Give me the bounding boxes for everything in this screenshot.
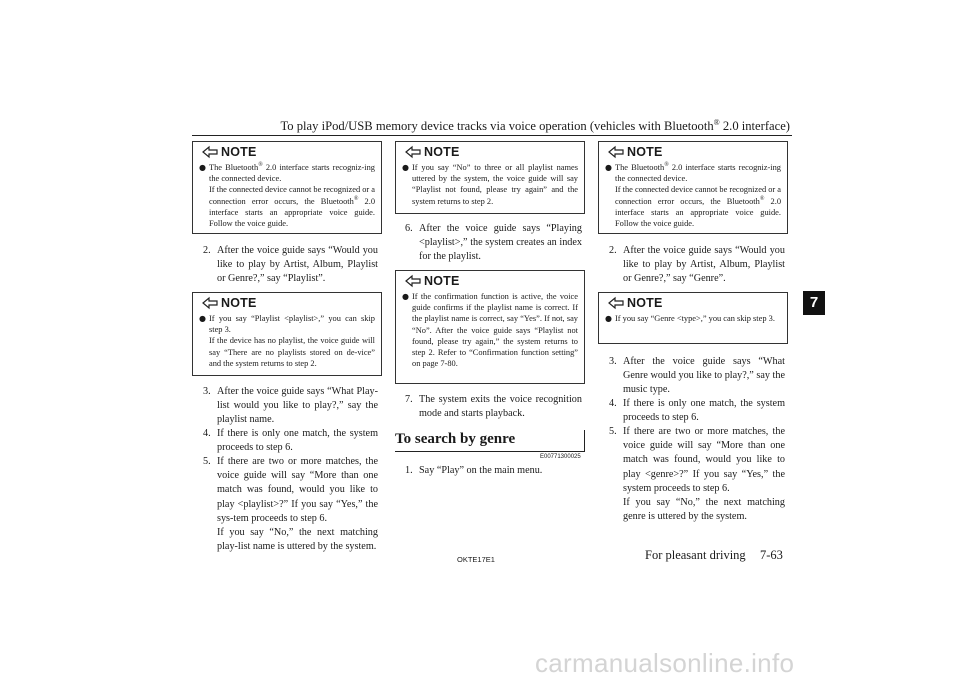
note-bullet bbox=[402, 162, 578, 207]
step-number: 4. bbox=[609, 398, 617, 409]
document-code: OKTE17E1 bbox=[457, 555, 495, 564]
page-number: 7-63 bbox=[760, 548, 783, 562]
note-paragraph: If you say “Genre <type>,” you can skip step 3. bbox=[615, 314, 775, 323]
hand-pointer-icon bbox=[202, 145, 218, 159]
registered-mark: ® bbox=[353, 195, 359, 202]
note-paragraph: The Bluetooth® 2.0 interface starts recogniz-ing the connected device. bbox=[615, 162, 781, 184]
step-text: If there are two or more matches, the voice guide will say “More than one match was found, would you like to play <playlist>?” If you say “Yes,” the sys-tem proceeds to step 6. bbox=[217, 456, 378, 524]
bullet-icon: ● bbox=[605, 163, 612, 172]
registered-mark: ® bbox=[664, 162, 669, 169]
step-text: After the voice guide says “What Play-list would you like to play?,” say the playlist name. bbox=[217, 386, 378, 426]
step-text: After the voice guide says “Playing <playlist>,” the system creates an index for the playlist. bbox=[419, 223, 582, 263]
step-number: 2. bbox=[609, 245, 617, 256]
note-bullet bbox=[402, 291, 578, 369]
note-header bbox=[608, 144, 663, 160]
registered-mark: ® bbox=[258, 162, 263, 169]
watermark: carmanualsonline.info bbox=[535, 648, 795, 678]
step-text: Say “Play” on the main menu. bbox=[419, 465, 543, 476]
note-label: NOTE bbox=[627, 145, 663, 159]
step-item bbox=[609, 425, 785, 524]
reference-code: E00771300025 bbox=[540, 454, 581, 460]
note-box bbox=[395, 270, 585, 384]
step-text: After the voice guide says “Would you like to play by Artist, Album, Playlist or Genre?,” say “Playlist”. bbox=[217, 245, 378, 285]
step-number: 1. bbox=[405, 465, 413, 476]
note-box bbox=[598, 141, 788, 234]
registered-mark: ® bbox=[759, 195, 765, 202]
header-title-suffix: 2.0 interface) bbox=[719, 119, 790, 134]
step-item bbox=[405, 393, 582, 421]
hand-pointer-icon bbox=[608, 296, 624, 310]
note-header bbox=[202, 295, 257, 311]
bullet-icon: ● bbox=[402, 163, 409, 172]
step-item bbox=[203, 244, 378, 287]
note-box bbox=[192, 292, 382, 376]
note-paragraph: If the connected device cannot be recognized or a connection error occurs, the Bluetooth® 2.0 interface starts an appropriate voice guide. Follow the voice guide. bbox=[209, 185, 376, 229]
note-box bbox=[192, 141, 382, 234]
step-text: The system exits the voice recognition mode and starts playback. bbox=[419, 394, 582, 420]
note-header bbox=[405, 273, 460, 289]
note-box bbox=[598, 292, 788, 344]
step-item bbox=[203, 385, 378, 428]
note-header bbox=[202, 144, 257, 160]
note-header bbox=[608, 295, 663, 311]
note-header bbox=[405, 144, 460, 160]
step-item bbox=[609, 397, 785, 425]
note-label: NOTE bbox=[424, 145, 460, 159]
step-number: 2. bbox=[203, 245, 211, 256]
header-rule bbox=[192, 135, 792, 136]
step-item bbox=[405, 222, 582, 265]
step-text: After the voice guide says “Would you like to play by Artist, Album, Playlist or Genre?,” say “Genre”. bbox=[623, 245, 785, 285]
note-bullet bbox=[199, 162, 375, 229]
section-heading: To search by genre bbox=[395, 431, 516, 447]
bullet-icon: ● bbox=[199, 163, 206, 172]
step-text: If you say “No,” the next matching genre is uttered by the system. bbox=[623, 497, 785, 523]
step-number: 5. bbox=[203, 456, 211, 467]
step-item bbox=[609, 244, 785, 287]
note-label: NOTE bbox=[627, 296, 663, 310]
bullet-icon: ● bbox=[402, 292, 409, 301]
step-text: If you say “No,” the next matching play-list name is uttered by the system. bbox=[217, 527, 378, 553]
hand-pointer-icon bbox=[202, 296, 218, 310]
bullet-icon: ● bbox=[199, 314, 206, 323]
hand-pointer-icon bbox=[405, 145, 421, 159]
step-item bbox=[203, 455, 378, 554]
chapter-tab: 7 bbox=[803, 291, 825, 315]
note-box bbox=[395, 141, 585, 214]
note-paragraph: If the connected device cannot be recognized or a connection error occurs, the Bluetooth® 2.0 interface starts an appropriate voice guide. Follow the voice guide. bbox=[615, 185, 782, 229]
note-label: NOTE bbox=[221, 296, 257, 310]
note-bullet bbox=[199, 313, 375, 369]
hand-pointer-icon bbox=[608, 145, 624, 159]
note-bullet bbox=[605, 162, 781, 229]
step-number: 4. bbox=[203, 428, 211, 439]
note-paragraph: If you say “Playlist <playlist>,” you can skip step 3. bbox=[209, 314, 375, 335]
hand-pointer-icon bbox=[405, 274, 421, 288]
header-title-text: To play iPod/USB memory device tracks via voice operation (vehicles with Bluetooth bbox=[280, 119, 714, 134]
bullet-icon: ● bbox=[605, 314, 612, 323]
step-text: If there is only one match, the system proceeds to step 6. bbox=[217, 428, 378, 454]
note-paragraph: If the device has no playlist, the voice guide will say “There are no playlists stored on de-vice” and the system returns to step 2. bbox=[209, 336, 375, 368]
step-number: 7. bbox=[405, 394, 413, 405]
footer-section-name: For pleasant driving bbox=[645, 548, 746, 562]
step-number: 5. bbox=[609, 426, 617, 437]
note-bullet bbox=[605, 313, 781, 324]
step-item bbox=[405, 464, 582, 478]
step-text: After the voice guide says “What Genre would you like to play?,” say the music type. bbox=[623, 356, 785, 396]
step-item bbox=[203, 427, 378, 455]
step-number: 3. bbox=[609, 356, 617, 367]
step-text: If there is only one match, the system proceeds to step 6. bbox=[623, 398, 785, 424]
step-item bbox=[609, 355, 785, 398]
note-paragraph: The Bluetooth® 2.0 interface starts recogniz-ing the connected device. bbox=[209, 162, 375, 184]
section-rule bbox=[395, 451, 585, 452]
note-label: NOTE bbox=[424, 274, 460, 288]
step-text: If there are two or more matches, the voice guide will say “More than one match was found, would you like to play <genre>?” If you say “Yes,” the system proceeds to step 6. bbox=[623, 426, 785, 494]
page-header-title bbox=[250, 118, 790, 134]
section-rule bbox=[584, 430, 585, 451]
note-paragraph: If you say “No” to three or all playlist names uttered by the system, the voice guide will say “Playlist not found, please try again” and the system returns to step 2. bbox=[412, 163, 578, 206]
note-paragraph: If the confirmation function is active, the voice guide confirms if the playlist name is correct. If the playlist name is correct, say “Yes”. If not, say “No”. After the voice guide says “Playlist not found, please try again,” the system returns to step 2. Refer to “Confirmation function setting” on page 7-80. bbox=[412, 292, 578, 369]
step-number: 6. bbox=[405, 223, 413, 234]
step-number: 3. bbox=[203, 386, 211, 397]
note-label: NOTE bbox=[221, 145, 257, 159]
registered-mark: ® bbox=[713, 118, 720, 127]
